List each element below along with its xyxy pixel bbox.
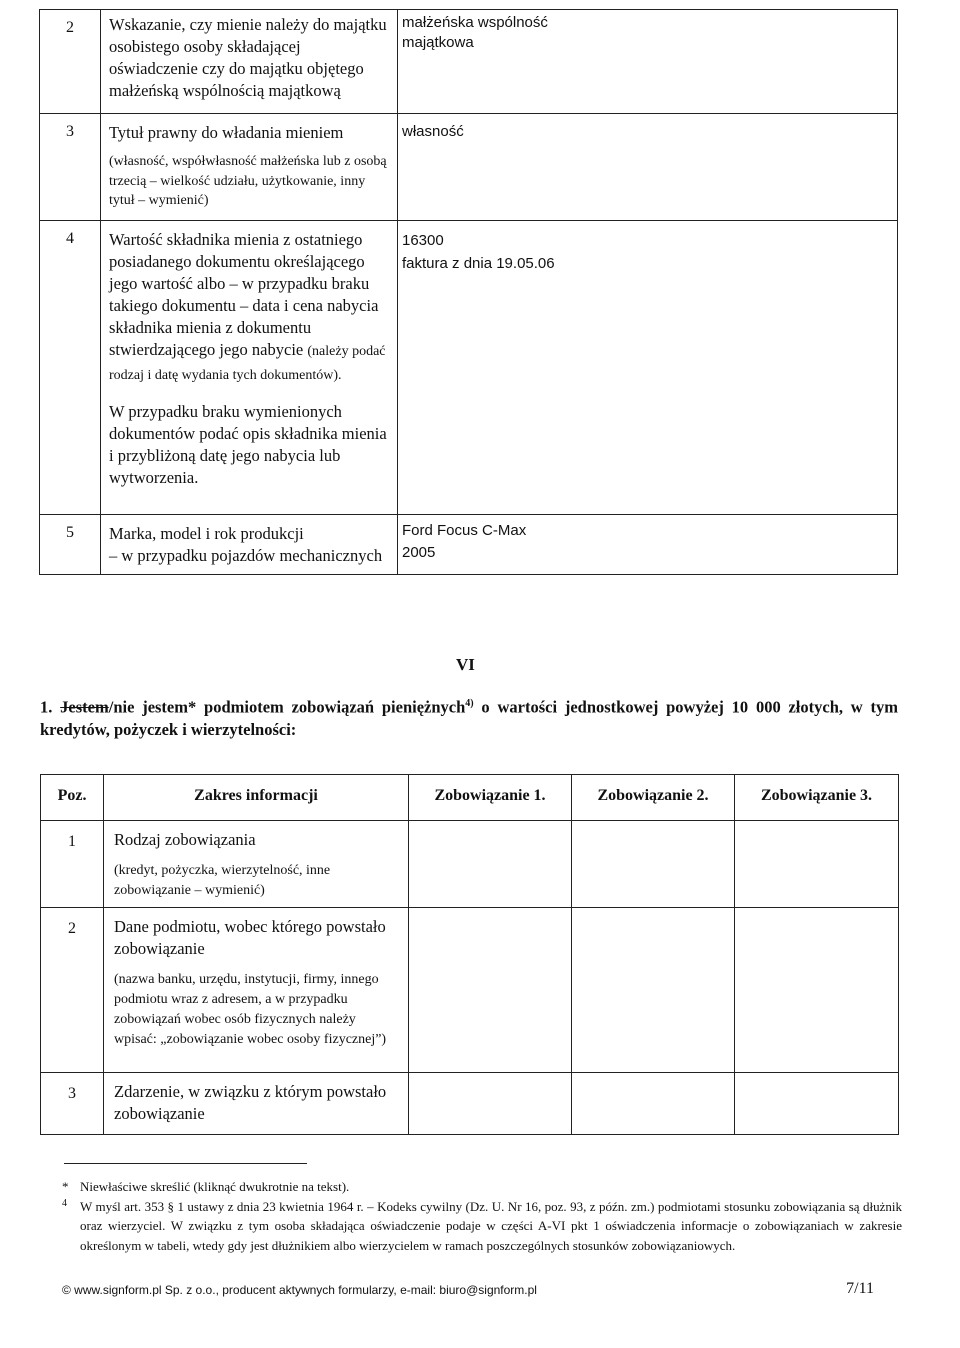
column-header: Zobowiązanie 3.	[735, 775, 899, 821]
row-number: 2	[41, 908, 104, 1073]
column-header: Zobowiązanie 2.	[572, 775, 735, 821]
row-description: Wartość składnika mienia z ostatniego posiadanego dokumentu określającego jego wartość albo – w przypadku braku takiego dokumentu – data i cena nabycia składnika mienia z dokumentu stwierdzającego jego nabycie	[109, 230, 379, 359]
liabilities-table	[40, 774, 899, 1135]
row-description: Tytuł prawny do władania mieniem	[109, 123, 344, 142]
row-number: 2	[40, 10, 101, 114]
footnote	[62, 1177, 902, 1197]
asset-details-table	[39, 9, 898, 575]
page-number: 7/11	[846, 1280, 874, 1297]
table-row	[41, 908, 899, 1073]
footnote-text: W myśl art. 353 § 1 ustawy z dnia 23 kwietnia 1964 r. – Kodeks cywilny (Dz. U. Nr 16, poz. 93, z późn. zm.) podmiotami stosunku zobowiązania są dłużnik oraz wierzyciel. W związku z tym osoba składająca oświadczenie podaje w części A-VI pkt 1 oświadczenia informacje o zobowiązaniach w zakresie określonym w tabeli, wtedy gdy jest dłużnikiem albo wierzycielem w ramach poszczególnych stosunków zobowiązaniowych.	[80, 1198, 902, 1253]
row-number: 3	[41, 1073, 104, 1135]
table-row	[40, 221, 898, 515]
liability-1-cell[interactable]	[409, 908, 572, 1073]
row-number: 5	[40, 515, 101, 575]
intro-text: /nie jestem* podmiotem zobowiązań pieniężnych	[108, 697, 466, 717]
liability-3-cell[interactable]	[735, 821, 899, 908]
row-description: Marka, model i rok produkcji	[109, 524, 304, 543]
value-line: 2005	[402, 544, 436, 561]
value-line: małżeńska wspólność	[402, 14, 548, 31]
row-note: (nazwa banku, urzędu, instytucji, firmy, innego podmiotu wraz z adresem, a w przypadku zobowiązań wobec osób fizycznych należy wpisać: „zobowiązanie wobec osoby fizycznej”)	[114, 972, 387, 1047]
row-value[interactable]	[398, 114, 898, 221]
row-number: 4	[40, 221, 101, 515]
intro-text-continued: o wartości jednostkowej powyżej 10 000 złotych, w tym kredytów, pożyczek i wierzytelności:	[40, 697, 898, 739]
footnote-ref: 4)	[465, 698, 474, 709]
liability-2-cell[interactable]	[572, 908, 735, 1073]
row-description: – w przypadku pojazdów mechanicznych	[109, 546, 383, 565]
row-note: (własność, współwłasność małżeńska lub z osobą trzecią – wielkość udziału, użytkowanie, inny tytuł – wymienić)	[109, 154, 387, 208]
value-line: własność	[402, 123, 464, 140]
footer-copyright: © www.signform.pl Sp. z o.o., producent aktywnych formularzy, e-mail: biuro@signform.pl	[62, 1283, 537, 1297]
row-description: Wskazanie, czy mienie należy do majątku osobistego osoby składającej oświadczenie czy do majątku objętego małżeńską wspólnością majątkową	[101, 10, 398, 114]
liability-3-cell[interactable]	[735, 1073, 899, 1135]
row-description-secondary: W przypadku braku wymienionych dokumentów podać opis składnika mienia i przybliżoną datę jego nabycia lub wytworzenia.	[109, 402, 387, 487]
row-note: (należy podać rodzaj i datę wydania tych dokumentów).	[109, 344, 386, 383]
value-line: Ford Focus C-Max	[402, 522, 527, 539]
liability-1-cell[interactable]	[409, 821, 572, 908]
table-header-row	[41, 775, 899, 821]
row-value[interactable]	[398, 221, 898, 515]
liability-2-cell[interactable]	[572, 821, 735, 908]
table-row	[40, 515, 898, 575]
section-heading: VI	[456, 655, 475, 674]
table-row	[41, 821, 899, 908]
row-value[interactable]	[398, 515, 898, 575]
footnote-text: Niewłaściwe skreślić (kliknąć dwukrotnie na tekst).	[80, 1179, 350, 1194]
column-header: Zakres informacji	[104, 775, 409, 821]
row-note: (kredyt, pożyczka, wierzytelność, inne zobowiązanie – wymienić)	[114, 863, 331, 898]
table-row	[40, 10, 898, 114]
footnote	[62, 1197, 902, 1256]
column-header: Poz.	[41, 775, 104, 821]
row-value[interactable]	[398, 10, 898, 114]
footnote-mark: *	[62, 1179, 69, 1194]
section-intro	[40, 693, 898, 741]
footnotes	[62, 1177, 902, 1255]
struck-option[interactable]: Jestem	[60, 697, 109, 717]
table-row	[41, 1073, 899, 1135]
row-number: 1	[41, 821, 104, 908]
column-header: Zobowiązanie 1.	[409, 775, 572, 821]
value-line: faktura z dnia 19.05.06	[402, 255, 555, 272]
value-line: majątkowa	[402, 34, 474, 51]
footnote-divider	[64, 1163, 307, 1164]
row-number: 3	[40, 114, 101, 221]
value-line: 16300	[402, 232, 444, 249]
liability-1-cell[interactable]	[409, 1073, 572, 1135]
page-footer	[62, 1280, 874, 1297]
liability-3-cell[interactable]	[735, 908, 899, 1073]
row-description: Rodzaj zobowiązania	[114, 830, 256, 849]
row-description: Zdarzenie, w związku z którym powstało zobowiązanie	[104, 1073, 409, 1135]
intro-number: 1.	[40, 697, 53, 717]
footnote-mark: 4	[62, 1197, 67, 1209]
liability-2-cell[interactable]	[572, 1073, 735, 1135]
table-row	[40, 114, 898, 221]
row-description: Dane podmiotu, wobec którego powstało zobowiązanie	[114, 917, 386, 958]
